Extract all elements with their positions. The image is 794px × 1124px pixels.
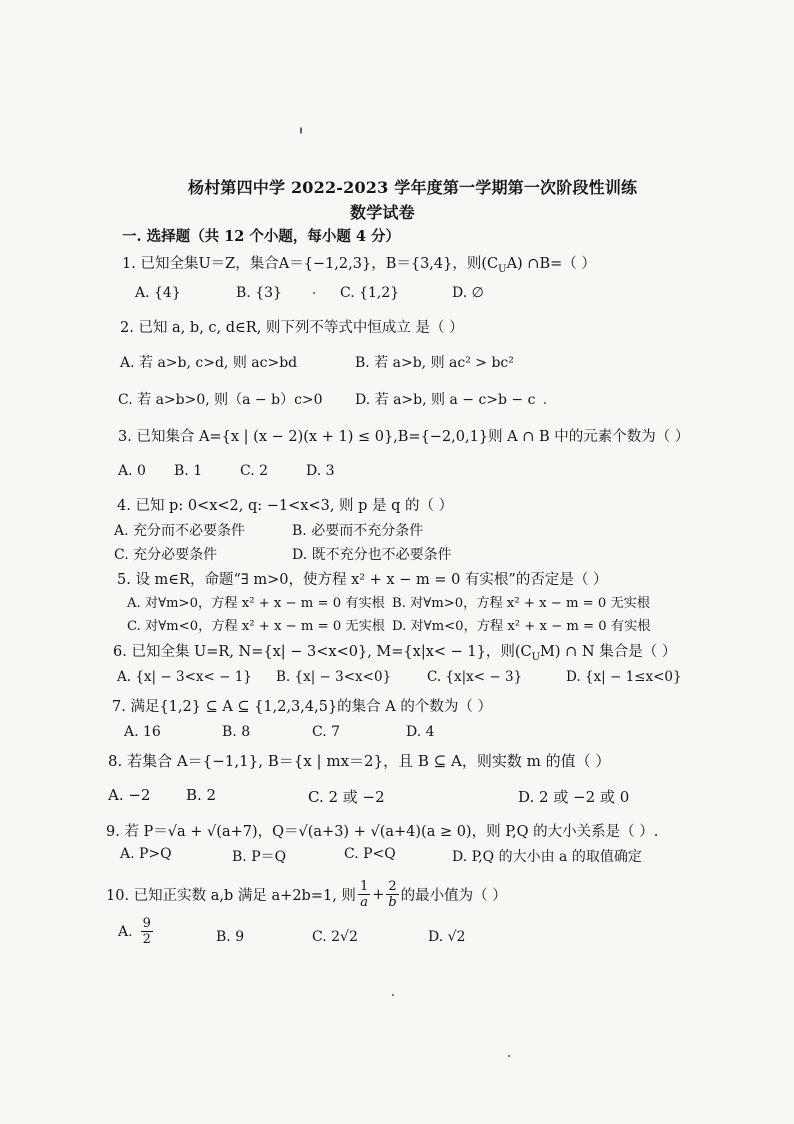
option: B. 对∀m>0，方程 x² + x − m = 0 无实根: [392, 596, 651, 611]
option: C. 充分必要条件: [114, 547, 218, 563]
question-9-stem: 9. 若 P＝√a + √(a+7)，Q＝√(a+3) + √(a+4)(a ≥ 0)，则 P,Q 的大小关系是（ ）.: [106, 824, 659, 840]
question-1-stem: [122, 252, 596, 275]
question-6-stem: [113, 640, 676, 663]
option-label: A.: [118, 923, 133, 940]
question-7-stem: 7. 满足{1,2} ⊆ A ⊆ {1,2,3,4,5}的集合 A 的个数为（ ）: [112, 699, 492, 715]
plus-sign: +: [372, 886, 385, 903]
option: A. 0: [118, 463, 146, 479]
option: B. 必要而不充分条件: [292, 523, 424, 539]
question-10-tail: 的最小值为（ ）: [400, 888, 507, 904]
option: B. 1: [174, 463, 203, 479]
question-6-text: 6. 已知全集 U=R, N={x| − 3<x<0}, M={x|x< − 1}，则(C: [113, 644, 532, 660]
fraction-numerator: 1: [359, 879, 369, 894]
option: [118, 916, 153, 947]
option: B. {3}: [236, 285, 282, 301]
option: D. 2 或 −2 或 0: [518, 788, 630, 806]
option: D. 若 a>b, 则 a − c>b − c: [355, 392, 536, 408]
question-5-stem: 5. 设 m∈R，命题“∃ m>0，使方程 x² + x − m = 0 有实根”的否定是（ ）: [117, 572, 608, 588]
option: A. 对∀m>0，方程 x² + x − m = 0 有实根: [127, 596, 385, 611]
question-10-stem: [106, 879, 507, 910]
scan-speck: [544, 402, 546, 404]
option: C. P<Q: [344, 846, 396, 862]
option: D. 对∀m<0，方程 x² + x − m = 0 有实根: [392, 619, 651, 634]
question-8-stem: 8. 若集合 A＝{−1,1}, B＝{x | mx＝2}，且 B ⊆ A，则实数 m 的值（ ）: [108, 752, 611, 770]
option: C. 2 或 −2: [308, 788, 385, 806]
question-2-stem: 2. 已知 a, b, c, d∈R, 则下列不等式中恒成立 是（ ）: [120, 320, 464, 336]
option: A. 充分而不必要条件: [114, 523, 246, 539]
option: C. 若 a>b>0, 则（a − b）c>0: [118, 392, 323, 408]
option: D. √2: [428, 929, 466, 945]
option: D. {x| − 1≤x<0}: [566, 669, 682, 685]
scan-speck: [300, 127, 302, 134]
option: C. 2√2: [312, 929, 358, 945]
question-1-tail: A) ∩B=（ ）: [506, 256, 596, 272]
option: C. 2: [240, 463, 269, 479]
section-heading: 一. 选择题（共 12 个小题，每小题 4 分）: [122, 228, 401, 245]
option: C. {1,2}: [340, 285, 400, 301]
option: C. 对∀m<0，方程 x² + x − m = 0 无实根: [127, 619, 385, 634]
fraction-denominator: a: [360, 895, 368, 910]
option: D. P,Q 的大小由 a 的取值确定: [452, 849, 642, 865]
fraction: [141, 916, 153, 947]
question-1-text: 1. 已知全集U＝Z，集合A＝{−1,2,3}，B＝{3,4}，则(C: [122, 256, 499, 272]
option: B. 9: [216, 929, 245, 945]
question-3-stem: 3. 已知集合 A={x | (x − 2)(x + 1) ≤ 0},B={−2,0,1}则 A ∩ B 中的元素个数为（ ）: [118, 429, 690, 445]
option: D. 3: [306, 463, 335, 479]
option: C. 7: [312, 724, 341, 740]
scan-speck: [392, 994, 394, 996]
fraction-numerator: 2: [388, 879, 397, 894]
subscript: U: [498, 263, 507, 275]
fraction-denominator: 2: [142, 932, 151, 947]
question-6-tail: M) ∩ N 集合是（ ）: [540, 644, 677, 660]
option: D. 既不充分也不必要条件: [292, 547, 452, 563]
option: A. {x| − 3<x< − 1}: [117, 669, 252, 685]
option: A. −2: [108, 786, 151, 804]
fraction-numerator: 9: [142, 916, 151, 931]
option: A. P>Q: [120, 846, 172, 862]
option: B. 若 a>b, 则 ac² > bc²: [355, 355, 514, 371]
subscript: U: [531, 651, 541, 663]
question-10-text: 10. 已知正实数 a,b 满足 a+2b=1, 则: [106, 888, 356, 904]
scan-speck: [508, 1055, 510, 1057]
option: A. 若 a>b, c>d, 则 ac>bd: [120, 355, 298, 371]
option: C. {x|x< − 3}: [427, 669, 523, 685]
fraction: [386, 879, 398, 910]
exam-subtitle: 数学试卷: [350, 203, 415, 222]
option: B. {x| − 3<x<0}: [276, 669, 392, 685]
fraction: [358, 879, 370, 910]
option: B. P＝Q: [232, 849, 287, 865]
fraction-denominator: b: [388, 895, 397, 910]
option: D. 4: [406, 724, 435, 740]
scan-speck: [313, 292, 315, 294]
option: A. {4}: [135, 285, 181, 301]
option: A. 16: [124, 724, 161, 740]
question-4-stem: 4. 已知 p: 0<x<2, q: −1<x<3, 则 p 是 q 的（ ）: [117, 498, 454, 514]
option: B. 8: [222, 724, 251, 740]
exam-title: 杨村第四中学 2022-2023 学年度第一学期第一次阶段性训练: [188, 178, 638, 197]
option: D. ∅: [452, 285, 484, 301]
option: B. 2: [186, 786, 217, 804]
